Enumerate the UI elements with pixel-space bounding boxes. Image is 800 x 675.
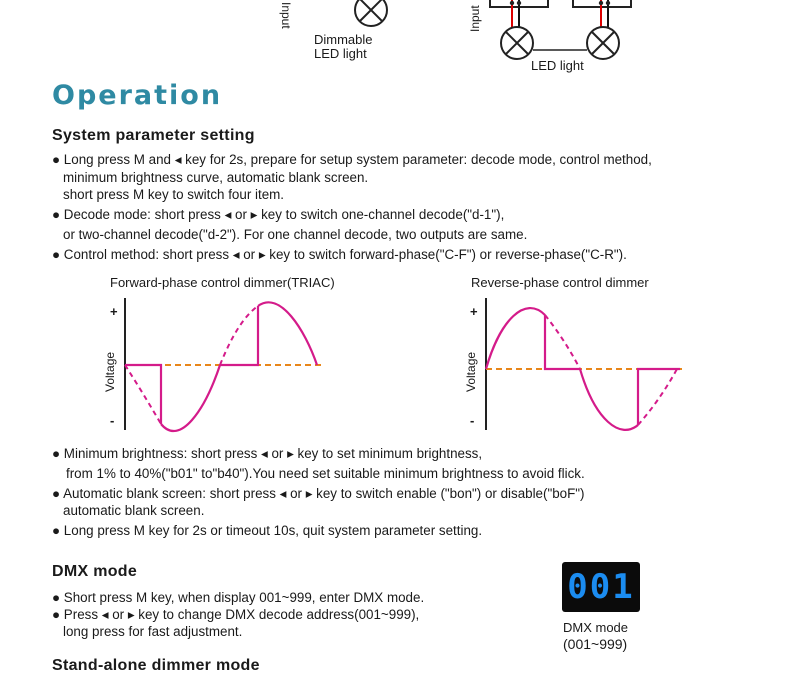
decode-line-1: ● Decode mode: short press ◂ or ▸ key to switch one-channel decode("d-1"),: [52, 207, 505, 222]
input-label-left: Input: [279, 2, 293, 29]
forward-minus-sign: -: [110, 413, 115, 428]
forward-phase-waveform: [125, 298, 325, 431]
min-brightness-line-1: ● Minimum brightness: short press ◂ or ▸ key to set minimum brightness,: [52, 446, 483, 461]
dmx-display-value: 001: [567, 567, 635, 607]
reverse-minus-sign: -: [470, 413, 475, 428]
forward-voltage-label: Voltage: [103, 351, 117, 392]
system-line-3: short press M key to switch four item.: [63, 187, 285, 202]
quit-setting-line: ● Long press M key for 2s or timeout 10s, quit system parameter setting.: [52, 523, 483, 538]
dmx-display-caption: DMX mode: [563, 620, 629, 635]
standalone-dimmer-heading: Stand-alone dimmer mode: [52, 657, 260, 674]
page-title: Operation: [52, 80, 223, 111]
reverse-plus-sign: +: [470, 304, 478, 319]
blank-screen-line-1: ● Automatic blank screen: short press ◂ or ▸ key to switch enable ("bon") or disable("boF"): [52, 486, 585, 501]
forward-phase-title: Forward-phase control dimmer(TRIAC): [110, 275, 335, 290]
system-line-2: minimum brightness curve, automatic blank screen.: [63, 170, 369, 185]
dmx-line-1: ● Short press M key, when display 001~999, enter DMX mode.: [52, 590, 425, 605]
dmx-display: [562, 562, 640, 612]
control-method-line: ● Control method: short press ◂ or ▸ key to switch forward-phase("C-F") or reverse-phase("C-R").: [52, 247, 627, 262]
system-parameter-heading: System parameter setting: [52, 127, 255, 144]
reverse-phase-waveform: [486, 298, 686, 430]
forward-plus-sign: +: [110, 304, 118, 319]
led-light-label: LED light: [531, 58, 584, 73]
dmx-mode-heading: DMX mode: [52, 563, 138, 580]
blank-screen-line-2: automatic blank screen.: [63, 503, 205, 518]
dimmable-led-label: LED light: [314, 46, 367, 61]
reverse-phase-title: Reverse-phase control dimmer: [471, 275, 649, 290]
reverse-voltage-label: Voltage: [464, 351, 478, 392]
decode-line-2: or two-channel decode("d-2"). For one channel decode, two outputs are same.: [63, 227, 528, 242]
min-brightness-line-2: from 1% to 40%("b01" to"b40").You need set suitable minimum brightness to avoid flick.: [66, 466, 585, 481]
dimmable-label: Dimmable: [314, 32, 373, 47]
dmx-line-2: ● Press ◂ or ▸ key to change DMX decode address(001~999),: [52, 607, 420, 622]
input-label-right: Input: [468, 5, 482, 32]
dmx-line-3: long press for fast adjustment.: [63, 624, 243, 639]
dmx-display-range: (001~999): [563, 636, 628, 652]
system-line-1: ● Long press M and ◂ key for 2s, prepare for setup system parameter: decode mode, control method,: [52, 152, 652, 167]
